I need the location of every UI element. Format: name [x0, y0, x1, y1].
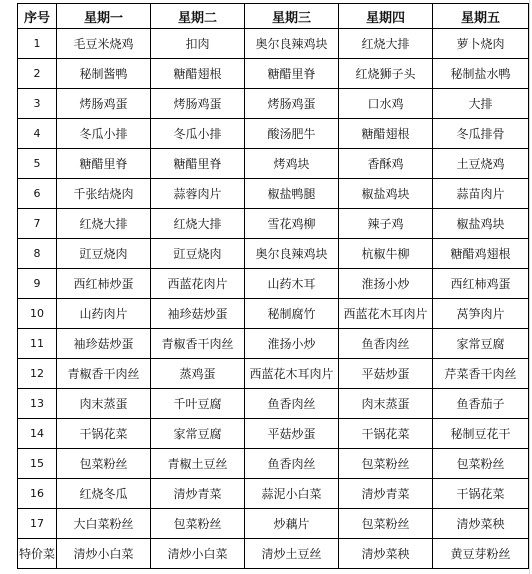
row-index-cell: 14	[18, 419, 57, 449]
monday-dish-cell: 豇豆烧肉	[57, 239, 151, 269]
thursday-dish-cell: 清炒菜秧	[339, 539, 433, 569]
monday-dish-cell: 肉末蒸蛋	[57, 389, 151, 419]
tuesday-dish-cell: 青椒土豆丝	[151, 449, 245, 479]
header-monday: 星期一	[57, 4, 151, 29]
table-row	[18, 299, 529, 329]
monday-dish-cell: 冬瓜小排	[57, 119, 151, 149]
tuesday-dish-cell: 青椒香干肉丝	[151, 329, 245, 359]
tuesday-dish-cell: 清炒小白菜	[151, 539, 245, 569]
wednesday-dish-cell: 清炒土豆丝	[245, 539, 339, 569]
monday-dish-cell: 山药肉片	[57, 299, 151, 329]
friday-dish-cell: 干锅花菜	[433, 479, 529, 509]
table-row	[18, 149, 529, 179]
menu-body	[18, 29, 529, 569]
table-row	[18, 389, 529, 419]
row-index-cell: 12	[18, 359, 57, 389]
friday-dish-cell: 大排	[433, 89, 529, 119]
tuesday-dish-cell: 冬瓜小排	[151, 119, 245, 149]
thursday-dish-cell: 干锅花菜	[339, 419, 433, 449]
row-index-cell: 6	[18, 179, 57, 209]
table-row	[18, 239, 529, 269]
wednesday-dish-cell: 糖醋里脊	[245, 59, 339, 89]
tuesday-dish-cell: 蒜蓉肉片	[151, 179, 245, 209]
monday-dish-cell: 大白菜粉丝	[57, 509, 151, 539]
wednesday-dish-cell: 奥尔良辣鸡块	[245, 29, 339, 59]
tuesday-dish-cell: 家常豆腐	[151, 419, 245, 449]
tuesday-dish-cell: 红烧大排	[151, 209, 245, 239]
friday-dish-cell: 西红柿鸡蛋	[433, 269, 529, 299]
wednesday-dish-cell: 酸汤肥牛	[245, 119, 339, 149]
thursday-dish-cell: 红烧狮子头	[339, 59, 433, 89]
header-tuesday: 星期二	[151, 4, 245, 29]
table-row	[18, 449, 529, 479]
monday-dish-cell: 糖醋里脊	[57, 149, 151, 179]
friday-dish-cell: 芹菜香干肉丝	[433, 359, 529, 389]
table-row	[18, 539, 529, 569]
friday-dish-cell: 鱼香茄子	[433, 389, 529, 419]
monday-dish-cell: 清炒小白菜	[57, 539, 151, 569]
table-row	[18, 509, 529, 539]
friday-dish-cell: 椒盐鸡块	[433, 209, 529, 239]
row-index-cell: 3	[18, 89, 57, 119]
thursday-dish-cell: 红烧大排	[339, 29, 433, 59]
wednesday-dish-cell: 淮扬小炒	[245, 329, 339, 359]
table-row	[18, 89, 529, 119]
thursday-dish-cell: 糖醋翅根	[339, 119, 433, 149]
header-thursday: 星期四	[339, 4, 433, 29]
table-row	[18, 209, 529, 239]
friday-dish-cell: 冬瓜排骨	[433, 119, 529, 149]
thursday-dish-cell: 西蓝花木耳肉片	[339, 299, 433, 329]
wednesday-dish-cell: 鱼香肉丝	[245, 449, 339, 479]
wednesday-dish-cell: 蒜泥小白菜	[245, 479, 339, 509]
wednesday-dish-cell: 奥尔良辣鸡块	[245, 239, 339, 269]
friday-dish-cell: 家常豆腐	[433, 329, 529, 359]
friday-dish-cell: 秘制豆花干	[433, 419, 529, 449]
monday-dish-cell: 秘制酱鸭	[57, 59, 151, 89]
row-index-cell: 5	[18, 149, 57, 179]
thursday-dish-cell: 清炒青菜	[339, 479, 433, 509]
tuesday-dish-cell: 豇豆烧肉	[151, 239, 245, 269]
row-index-cell: 10	[18, 299, 57, 329]
monday-dish-cell: 毛豆米烧鸡	[57, 29, 151, 59]
wednesday-dish-cell: 山药木耳	[245, 269, 339, 299]
row-index-cell: 1	[18, 29, 57, 59]
tuesday-dish-cell: 千叶豆腐	[151, 389, 245, 419]
row-index-cell: 15	[18, 449, 57, 479]
tuesday-dish-cell: 清炒青菜	[151, 479, 245, 509]
table-row	[18, 359, 529, 389]
row-index-cell: 8	[18, 239, 57, 269]
thursday-dish-cell: 鱼香肉丝	[339, 329, 433, 359]
friday-dish-cell: 莴笋肉片	[433, 299, 529, 329]
tuesday-dish-cell: 糖醋里脊	[151, 149, 245, 179]
thursday-dish-cell: 肉末蒸蛋	[339, 389, 433, 419]
friday-dish-cell: 清炒菜秧	[433, 509, 529, 539]
row-index-cell: 特价菜	[18, 539, 57, 569]
friday-dish-cell: 糖醋鸡翅根	[433, 239, 529, 269]
header-wednesday: 星期三	[245, 4, 339, 29]
tuesday-dish-cell: 包菜粉丝	[151, 509, 245, 539]
table-row	[18, 29, 529, 59]
tuesday-dish-cell: 糖醋翅根	[151, 59, 245, 89]
friday-dish-cell: 蒜苗肉片	[433, 179, 529, 209]
row-index-cell: 7	[18, 209, 57, 239]
table-row	[18, 479, 529, 509]
row-index-cell: 13	[18, 389, 57, 419]
tuesday-dish-cell: 烤肠鸡蛋	[151, 89, 245, 119]
wednesday-dish-cell: 炒藕片	[245, 509, 339, 539]
friday-dish-cell: 秘制盐水鸭	[433, 59, 529, 89]
tuesday-dish-cell: 西蓝花肉片	[151, 269, 245, 299]
monday-dish-cell: 袖珍菇炒蛋	[57, 329, 151, 359]
thursday-dish-cell: 口水鸡	[339, 89, 433, 119]
thursday-dish-cell: 辣子鸡	[339, 209, 433, 239]
friday-dish-cell: 土豆烧鸡	[433, 149, 529, 179]
row-index-cell: 17	[18, 509, 57, 539]
thursday-dish-cell: 杭椒牛柳	[339, 239, 433, 269]
thursday-dish-cell: 香酥鸡	[339, 149, 433, 179]
monday-dish-cell: 西红柿炒蛋	[57, 269, 151, 299]
table-row	[18, 419, 529, 449]
table-row	[18, 329, 529, 359]
tuesday-dish-cell: 扣肉	[151, 29, 245, 59]
monday-dish-cell: 烤肠鸡蛋	[57, 89, 151, 119]
thursday-dish-cell: 包菜粉丝	[339, 509, 433, 539]
friday-dish-cell: 萝卜烧肉	[433, 29, 529, 59]
wednesday-dish-cell: 西蓝花木耳肉片	[245, 359, 339, 389]
table-row	[18, 269, 529, 299]
table-row	[18, 59, 529, 89]
monday-dish-cell: 红烧大排	[57, 209, 151, 239]
tuesday-dish-cell: 袖珍菇炒蛋	[151, 299, 245, 329]
table-row	[18, 119, 529, 149]
sheet-gridline	[529, 0, 530, 574]
friday-dish-cell: 黄豆芽粉丝	[433, 539, 529, 569]
row-index-cell: 16	[18, 479, 57, 509]
row-index-cell: 2	[18, 59, 57, 89]
wednesday-dish-cell: 椒盐鸭腿	[245, 179, 339, 209]
row-index-cell: 11	[18, 329, 57, 359]
header-row	[18, 4, 529, 29]
monday-dish-cell: 包菜粉丝	[57, 449, 151, 479]
monday-dish-cell: 青椒香干肉丝	[57, 359, 151, 389]
thursday-dish-cell: 淮扬小炒	[339, 269, 433, 299]
weekly-menu-table	[17, 3, 529, 569]
thursday-dish-cell: 平菇炒蛋	[339, 359, 433, 389]
row-index-cell: 4	[18, 119, 57, 149]
wednesday-dish-cell: 烤肠鸡蛋	[245, 89, 339, 119]
wednesday-dish-cell: 平菇炒蛋	[245, 419, 339, 449]
monday-dish-cell: 红烧冬瓜	[57, 479, 151, 509]
wednesday-dish-cell: 鱼香肉丝	[245, 389, 339, 419]
header-index: 序号	[18, 4, 57, 29]
tuesday-dish-cell: 蒸鸡蛋	[151, 359, 245, 389]
thursday-dish-cell: 包菜粉丝	[339, 449, 433, 479]
wednesday-dish-cell: 秘制腐竹	[245, 299, 339, 329]
monday-dish-cell: 千张结烧肉	[57, 179, 151, 209]
header-friday: 星期五	[433, 4, 529, 29]
table-row	[18, 179, 529, 209]
friday-dish-cell: 包菜粉丝	[433, 449, 529, 479]
monday-dish-cell: 干锅花菜	[57, 419, 151, 449]
wednesday-dish-cell: 烤鸡块	[245, 149, 339, 179]
wednesday-dish-cell: 雪花鸡柳	[245, 209, 339, 239]
row-index-cell: 9	[18, 269, 57, 299]
thursday-dish-cell: 椒盐鸡块	[339, 179, 433, 209]
